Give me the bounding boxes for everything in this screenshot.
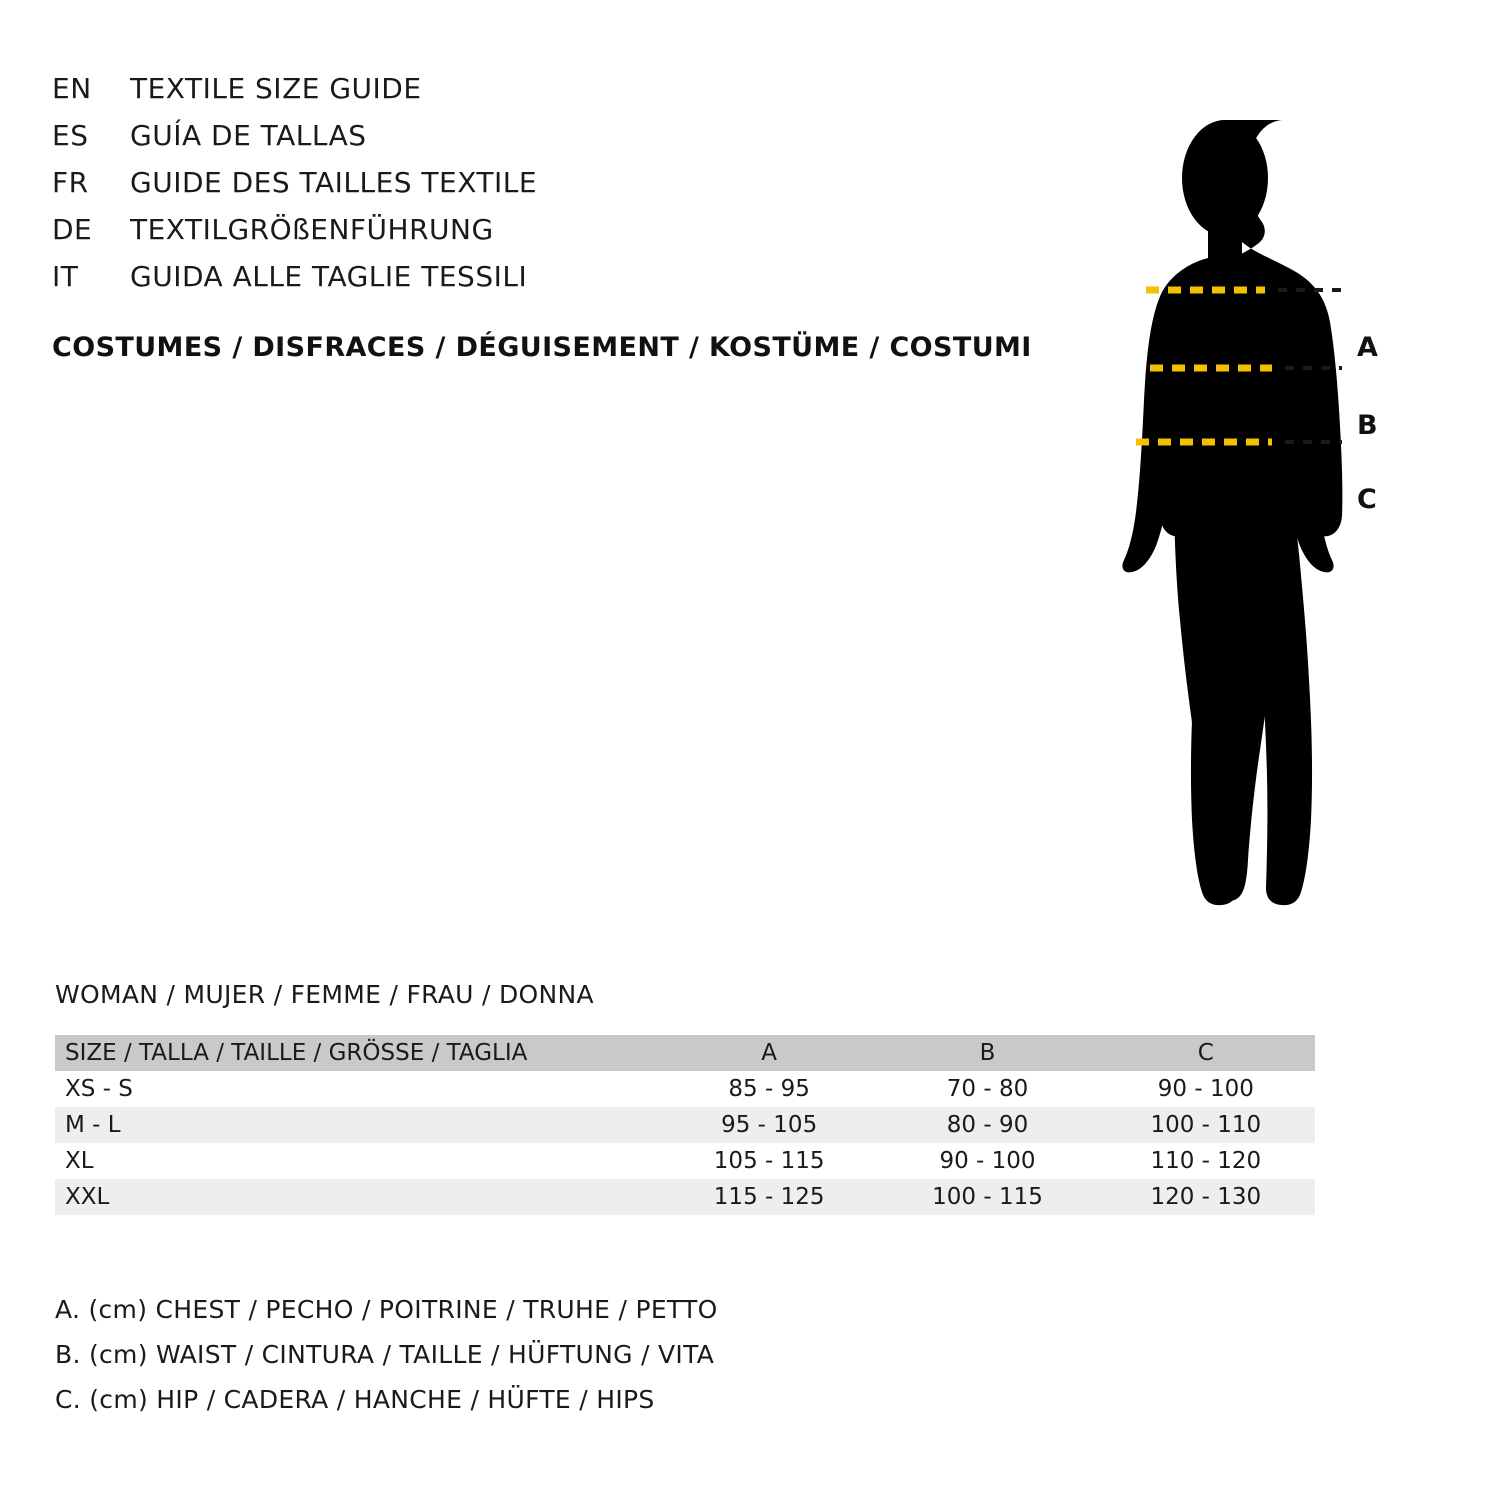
- language-row-fr: [52, 166, 1012, 213]
- language-code-es: ES: [52, 119, 89, 152]
- language-code-de: DE: [52, 213, 93, 246]
- column-header-size: SIZE / TALLA / TAILLE / GRÖSSE / TAGLIA: [55, 1035, 660, 1071]
- cell-size: XS - S: [55, 1071, 660, 1107]
- language-code-en: EN: [52, 72, 92, 105]
- language-text-de: TEXTILGRÖßENFÜHRUNG: [130, 213, 494, 246]
- legend-line-a: A. (cm) CHEST / PECHO / POITRINE / TRUHE / PETTO: [55, 1295, 718, 1324]
- table-row: [55, 1143, 1315, 1179]
- cell-c: 110 - 120: [1097, 1143, 1315, 1179]
- language-row-es: [52, 119, 1012, 166]
- cell-size: XL: [55, 1143, 660, 1179]
- language-header-block: [52, 72, 1012, 307]
- cell-b: 80 - 90: [878, 1107, 1096, 1143]
- language-code-fr: FR: [52, 166, 89, 199]
- marker-label-a: A: [1357, 332, 1378, 363]
- costumes-subtitle: COSTUMES / DISFRACES / DÉGUISEMENT / KOSTÜME / COSTUMI: [52, 332, 1032, 363]
- language-text-fr: GUIDE DES TAILLES TEXTILE: [130, 166, 538, 199]
- column-header-b: B: [878, 1035, 1096, 1071]
- table-row: [55, 1107, 1315, 1143]
- cell-a: 95 - 105: [660, 1107, 878, 1143]
- language-row-it: [52, 260, 1012, 307]
- measurement-legend: [55, 1295, 718, 1430]
- language-text-en: TEXTILE SIZE GUIDE: [130, 72, 422, 105]
- silhouette-icon: [1050, 60, 1470, 940]
- table-row: [55, 1179, 1315, 1215]
- cell-b: 100 - 115: [878, 1179, 1096, 1215]
- language-text-es: GUÍA DE TALLAS: [130, 119, 367, 152]
- cell-b: 70 - 80: [878, 1071, 1096, 1107]
- column-header-a: A: [660, 1035, 878, 1071]
- female-silhouette-figure: [1050, 60, 1470, 940]
- cell-b: 90 - 100: [878, 1143, 1096, 1179]
- table-row: [55, 1071, 1315, 1107]
- cell-c: 100 - 110: [1097, 1107, 1315, 1143]
- cell-a: 85 - 95: [660, 1071, 878, 1107]
- language-text-it: GUIDA ALLE TAGLIE TESSILI: [130, 260, 528, 293]
- cell-size: M - L: [55, 1107, 660, 1143]
- marker-label-c: C: [1357, 484, 1377, 515]
- size-table: [55, 1035, 1315, 1215]
- cell-c: 120 - 130: [1097, 1179, 1315, 1215]
- legend-line-c: C. (cm) HIP / CADERA / HANCHE / HÜFTE / HIPS: [55, 1385, 655, 1414]
- language-row-en: [52, 72, 1012, 119]
- marker-label-b: B: [1357, 410, 1378, 441]
- cell-c: 90 - 100: [1097, 1071, 1315, 1107]
- table-title: WOMAN / MUJER / FEMME / FRAU / DONNA: [55, 980, 594, 1009]
- legend-line-b: B. (cm) WAIST / CINTURA / TAILLE / HÜFTUNG / VITA: [55, 1340, 715, 1369]
- column-header-c: C: [1097, 1035, 1315, 1071]
- cell-a: 115 - 125: [660, 1179, 878, 1215]
- language-code-it: IT: [52, 260, 79, 293]
- cell-a: 105 - 115: [660, 1143, 878, 1179]
- table-header-row: [55, 1035, 1315, 1071]
- language-row-de: [52, 213, 1012, 260]
- cell-size: XXL: [55, 1179, 660, 1215]
